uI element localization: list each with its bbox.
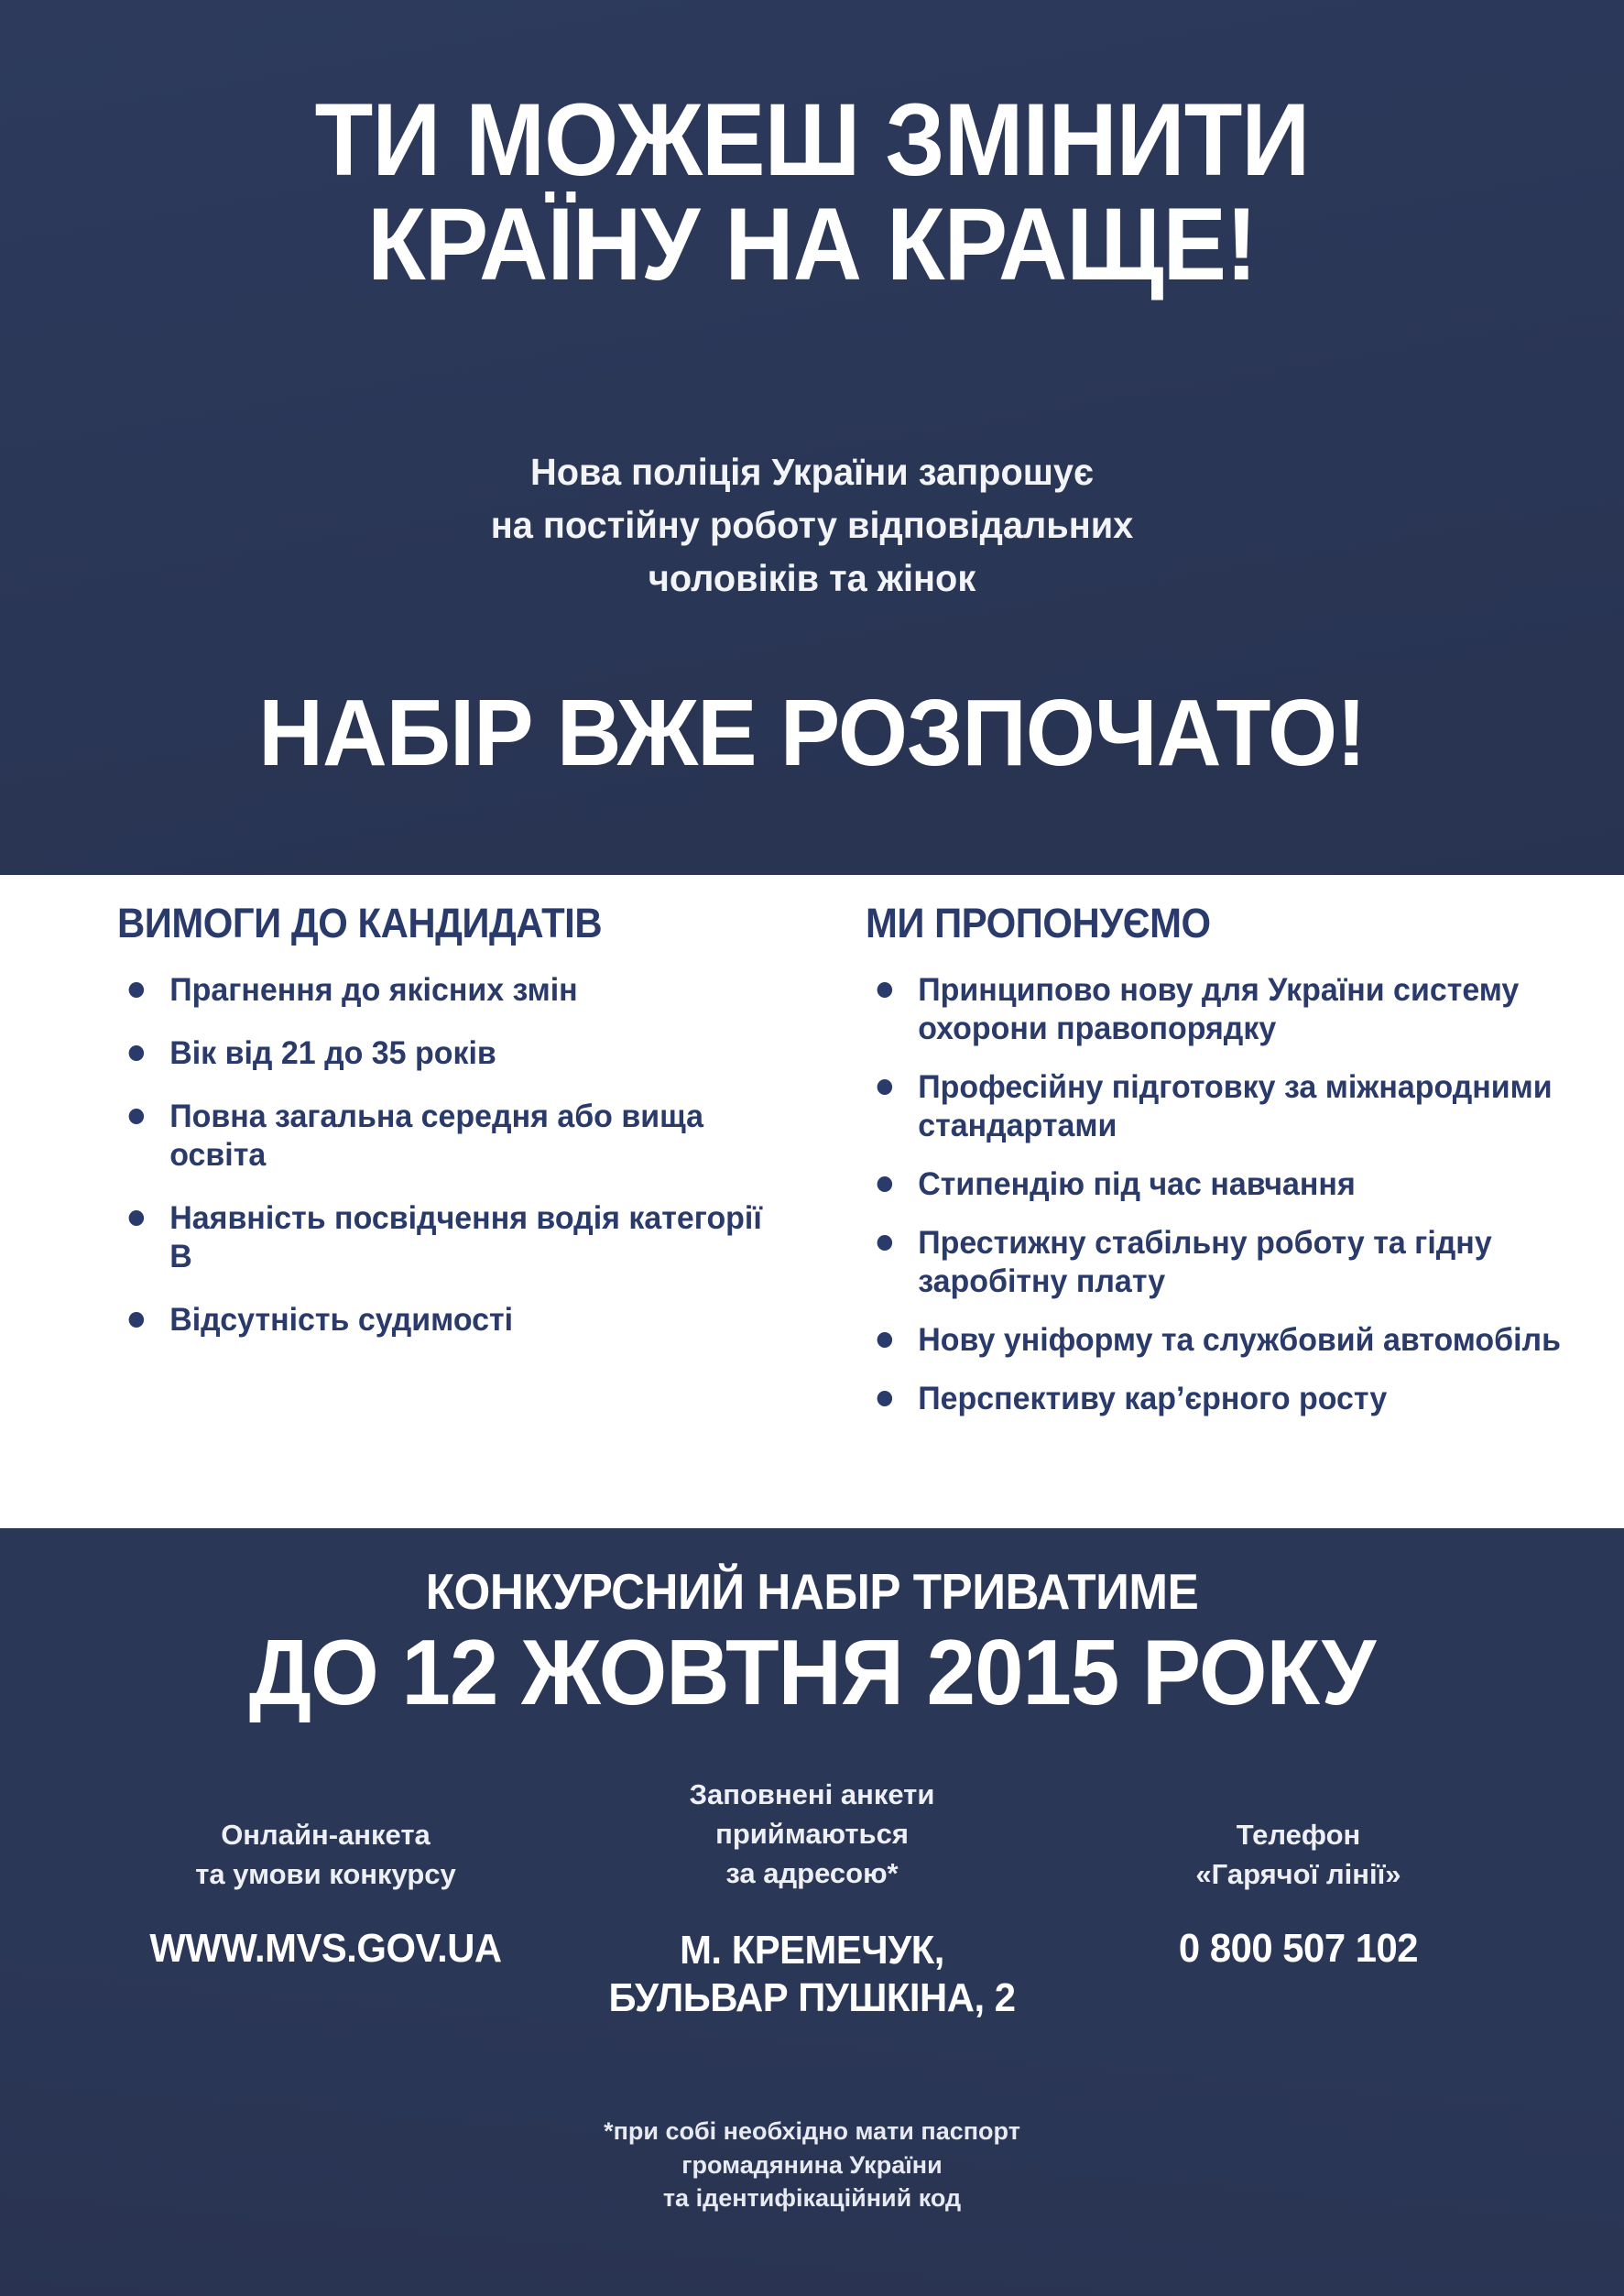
list-item: Стипендію під час навчання [866, 1165, 1567, 1204]
contact-online-label-line-1: Онлайн-анкета [221, 1819, 431, 1851]
poster-header-section [0, 0, 1624, 875]
subtitle [25, 445, 1600, 606]
headline-line-1: ТИ МОЖЕШ ЗМІНИТИ [314, 82, 1310, 197]
recruitment-open-banner: НАБІР ВЖЕ РОЗПОЧАТО! [258, 680, 1366, 785]
contact-address-label [578, 1776, 1046, 1893]
contact-phone-label-line-2: «Гарячої лінії» [1195, 1857, 1401, 1890]
website-url[interactable]: WWW.MVS.GOV.UA [149, 1925, 502, 1971]
list-item: Принципово нову для України систему охорони правопорядку [866, 971, 1567, 1048]
list-item: Престижну стабільну роботу та гідну заробітну плату [866, 1224, 1567, 1301]
poster-footer-section [0, 1528, 1624, 2296]
offers-heading: МИ ПРОПОНУЄМО [866, 900, 1211, 946]
list-item: Прагнення до якісних змін [117, 971, 792, 1010]
requirements-column [117, 875, 813, 1364]
contact-phone-column [1055, 1776, 1542, 1972]
list-item: Наявність посвідчення водія категорії В [117, 1199, 792, 1276]
list-item: Професійну підготовку за міжнародними стандартами [866, 1068, 1567, 1145]
page-title [57, 82, 1567, 302]
footnote-line-3: та ідентифікаційний код [662, 2184, 962, 2213]
list-item: Відсутність судимості [117, 1301, 792, 1339]
contact-online-label-line-2: та умови конкурсу [195, 1857, 456, 1890]
contact-address-label-line-2: приймаються [715, 1817, 909, 1850]
subtitle-line-3: чоловіків та жінок [648, 557, 976, 600]
passport-footnote [0, 2115, 1624, 2215]
deadline-intro: КОНКУРСНИЙ НАБІР ТРИВАТИМЕ [425, 1563, 1199, 1620]
deadline-date: ДО 12 ЖОВТНЯ 2015 РОКУ [248, 1622, 1376, 1724]
footnote-line-1: *при собі необхідно мати паспорт [604, 2117, 1020, 2145]
contact-online-column [82, 1776, 569, 1972]
contact-online-label [92, 1816, 560, 1895]
subtitle-line-1: Нова поліція України запрошує [530, 451, 1094, 493]
list-item: Вік від 21 до 35 років [117, 1034, 792, 1073]
address-line-2: БУЛЬВАР ПУШКІНА, 2 [608, 1975, 1016, 2021]
footnote-line-2: громадянина України [681, 2150, 943, 2179]
contact-address-column [569, 1776, 1055, 2022]
headline-line-2: КРАЇНУ НА КРАЩЕ! [367, 187, 1257, 302]
contacts-row [0, 1776, 1624, 2022]
offers-list [866, 971, 1589, 1418]
subtitle-line-2: на постійну роботу відповідальних [490, 504, 1134, 547]
contact-phone-label-line-1: Телефон [1236, 1819, 1361, 1851]
hotline-number[interactable]: 0 800 507 102 [1178, 1925, 1419, 1971]
requirements-heading: ВИМОГИ ДО КАНДИДАТІВ [117, 900, 603, 946]
office-address [590, 1927, 1034, 2022]
contact-phone-label [1064, 1816, 1532, 1895]
offers-column [866, 875, 1589, 1438]
contact-address-label-line-1: Заповнені анкети [689, 1778, 935, 1810]
list-item: Повна загальна середня або вища освіта [117, 1098, 792, 1175]
list-item: Перспективу кар’єрного росту [866, 1380, 1567, 1418]
contact-address-label-line-3: за адресою* [725, 1856, 899, 1889]
list-item: Нову уніформу та службовий автомобіль [866, 1321, 1567, 1360]
poster-details-section [0, 875, 1624, 1528]
requirements-list [117, 971, 813, 1339]
address-line-1: М. КРЕМЕЧУК, [680, 1928, 944, 1973]
